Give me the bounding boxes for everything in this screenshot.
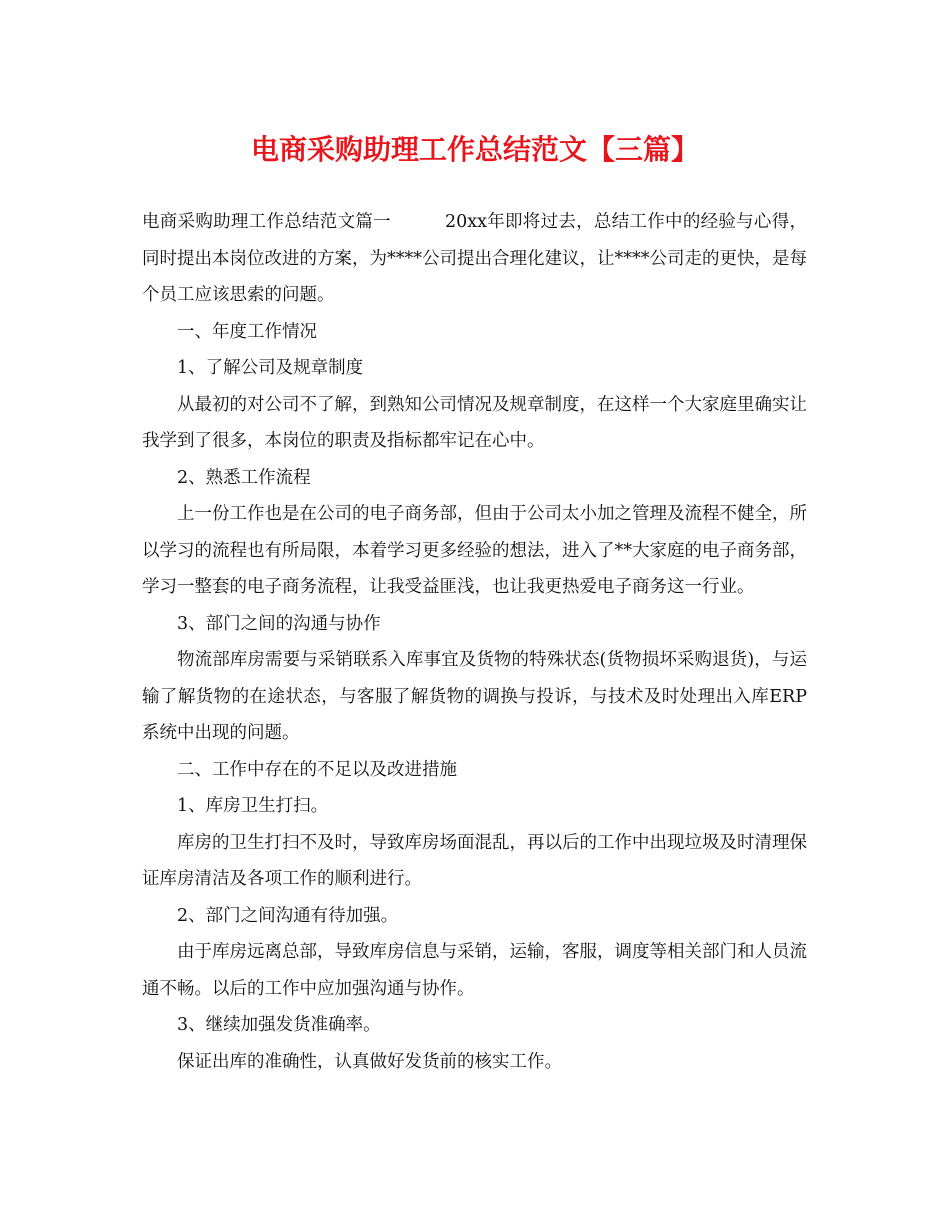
subheading-company-rules: 1、了解公司及规章制度	[177, 358, 364, 378]
document-body	[142, 204, 807, 1080]
subheading-warehouse-cleaning: 1、库房卫生打扫。	[177, 796, 329, 816]
paragraph-shipping-accuracy: 保证出库的准确性，认真做好发货前的核实工作。	[177, 1051, 562, 1072]
subheading-communication-improvement: 2、部门之间沟通有待加强。	[177, 905, 399, 926]
paragraph-company-rules: 从最初的对公司不了解，到熟知公司情况及规章制度，在这样一个大家庭里确实让我学到了很多，本岗位的职责及指标都牢记在心中。	[142, 394, 807, 451]
intro-paragraph	[142, 204, 807, 314]
section-heading-annual-work: 一、年度工作情况	[177, 321, 317, 342]
intro-body: 20xx年即将过去，总结工作中的经验与心得，同时提出本岗位改进的方案，为****公司提出合理化建议，让****公司走的更快，是每个员工应该思索的问题。	[142, 212, 807, 305]
paragraph-workflow: 上一份工作也是在公司的电子商务部，但由于公司太小加之管理及流程不健全，所以学习的流程也有所局限，本着学习更多经验的想法，进入了**大家庭的电子商务部，学习一整套的电子商务流程，让我受益匪浅，也让我更热爱电子商务这一行业。	[142, 504, 807, 597]
paragraph-communication-improvement: 由于库房远离总部，导致库房信息与采销，运输，客服，调度等相关部门和人员流通不畅。以后的工作中应加强沟通与协作。	[142, 942, 807, 999]
subheading-shipping-accuracy: 3、继续加强发货准确率。	[177, 1015, 381, 1035]
paragraph-department-communication: 物流部库房需要与采销联系入库事宜及货物的特殊状态(货物损坏采购退货)，与运输了解货物的在途状态，与客服了解货物的调换与投诉，与技术及时处理出入库ERP系统中出现的问题。	[142, 650, 807, 743]
subheading-department-communication: 3、部门之间的沟通与协作	[177, 613, 381, 634]
document-title: 电商采购助理工作总结范文【三篇】	[250, 133, 699, 166]
section-heading-shortcomings: 二、工作中存在的不足以及改进措施	[177, 759, 457, 780]
paragraph-warehouse-cleaning: 库房的卫生打扫不及时，导致库房场面混乱，再以后的工作中出现垃圾及时清理保证库房清洁及各项工作的顺利进行。	[142, 832, 807, 889]
subheading-workflow: 2、熟悉工作流程	[177, 467, 311, 488]
intro-lead: 电商采购助理工作总结范文篇一	[142, 212, 391, 232]
